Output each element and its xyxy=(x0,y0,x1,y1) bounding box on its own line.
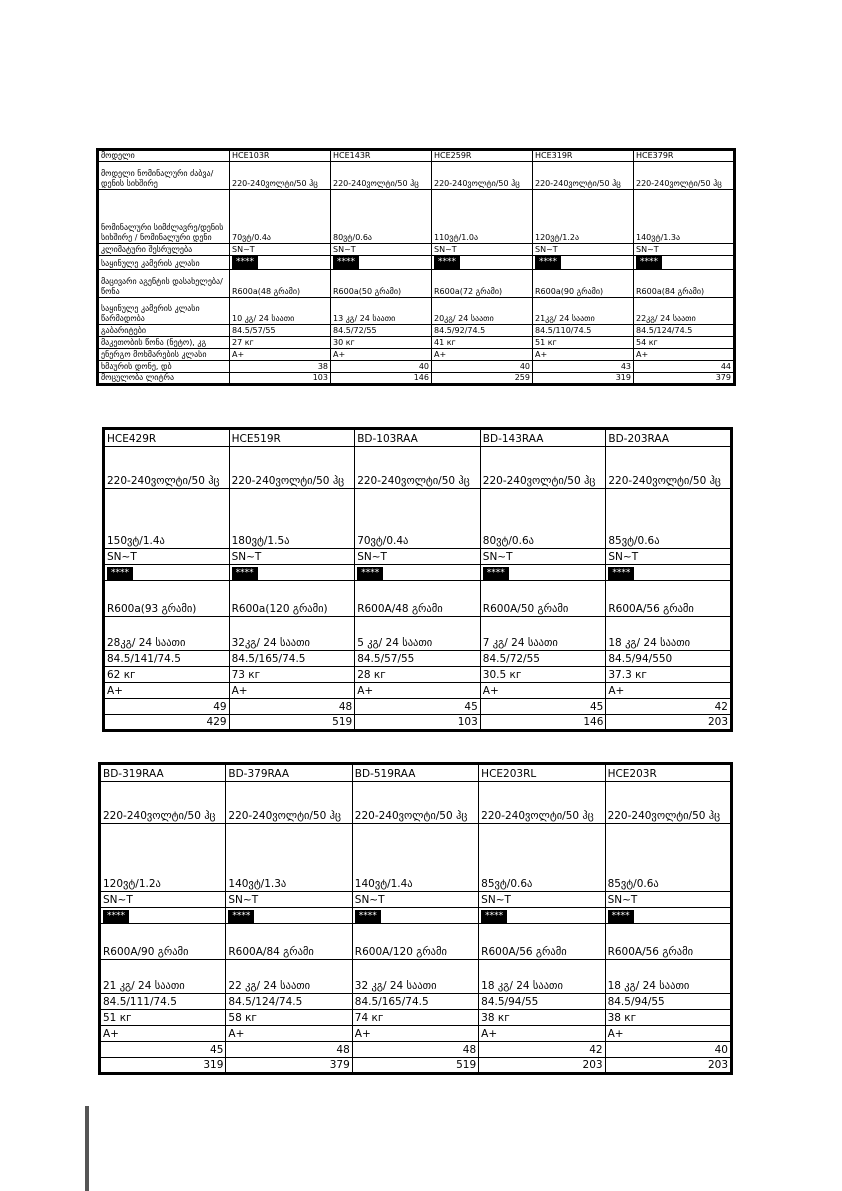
capacity-cell: 20კგ/ 24 საათი xyxy=(432,298,533,325)
energy-cell: A+ xyxy=(432,349,533,361)
volume-cell: 146 xyxy=(480,715,606,731)
refrigerant-cell: R600A/90 გრამი xyxy=(100,924,226,960)
noise-cell: 43 xyxy=(533,361,634,373)
voltage-cell: 220-240ვოლტი/50 ჰც xyxy=(226,782,352,824)
star-rating-badge: **** xyxy=(535,256,561,269)
noise-cell: 40 xyxy=(432,361,533,373)
row-volume xyxy=(98,373,735,385)
voltage-cell: 220-240ვოლტი/50 ჰც xyxy=(104,447,230,489)
noise-cell: 45 xyxy=(100,1042,226,1058)
star-rating-badge: **** xyxy=(355,910,381,923)
row-climate xyxy=(100,892,732,908)
page-edge-bar xyxy=(85,1106,89,1191)
power-cell: 80ვტ/0.6ა xyxy=(331,190,432,244)
weight-cell: 37.3 кг xyxy=(606,667,732,683)
energy-cell: A+ xyxy=(230,349,331,361)
model-cell: HCE203R xyxy=(605,764,731,782)
model-cell: HCE379R xyxy=(634,150,735,162)
power-cell: 85ვტ/0.6ა xyxy=(606,489,732,549)
weight-cell: 51 кг xyxy=(100,1010,226,1026)
capacity-cell: 21 კგ/ 24 საათი xyxy=(100,960,226,994)
power-cell: 180ვტ/1.5ა xyxy=(229,489,355,549)
power-cell: 110ვტ/1.0ა xyxy=(432,190,533,244)
model-cell: BD-103RAA xyxy=(355,429,481,447)
volume-cell: 203 xyxy=(606,715,732,731)
capacity-cell: 22 კგ/ 24 საათი xyxy=(226,960,352,994)
energy-cell: A+ xyxy=(229,683,355,699)
voltage-cell: 220-240ვოლტი/50 ჰც xyxy=(229,447,355,489)
capacity-cell: 32კგ/ 24 საათი xyxy=(229,617,355,651)
power-cell: 80ვტ/0.6ა xyxy=(480,489,606,549)
weight-cell: 58 кг xyxy=(226,1010,352,1026)
voltage-cell: 220-240ვოლტი/50 ჰც xyxy=(355,447,481,489)
volume-cell: 146 xyxy=(331,373,432,385)
climate-cell: SN~T xyxy=(479,892,605,908)
power-cell: 140ვტ/1.3ა xyxy=(634,190,735,244)
weight-cell: 41 кг xyxy=(432,337,533,349)
dimensions-cell: 84.5/57/55 xyxy=(355,651,481,667)
weight-cell: 38 кг xyxy=(605,1010,731,1026)
dimensions-cell: 84.5/94/550 xyxy=(606,651,732,667)
climate-cell: SN~T xyxy=(100,892,226,908)
weight-cell: 54 кг xyxy=(634,337,735,349)
dimensions-cell: 84.5/141/74.5 xyxy=(104,651,230,667)
energy-cell: A+ xyxy=(104,683,230,699)
noise-cell: 48 xyxy=(352,1042,478,1058)
row-model xyxy=(98,150,735,162)
star-rating-badge: **** xyxy=(434,256,460,269)
noise-cell: 40 xyxy=(605,1042,731,1058)
energy-cell: A+ xyxy=(533,349,634,361)
refrigerant-cell: R600a(48 გრამი) xyxy=(230,270,331,298)
star-rating-badge: **** xyxy=(232,256,258,269)
capacity-cell: 32 კგ/ 24 საათი xyxy=(352,960,478,994)
noise-cell: 48 xyxy=(229,699,355,715)
voltage-cell: 220-240ვოლტი/50 ჰც xyxy=(479,782,605,824)
row-power xyxy=(104,489,732,549)
refrigerant-cell: R600a(50 გრამი) xyxy=(331,270,432,298)
capacity-cell: 13 კგ/ 24 საათი xyxy=(331,298,432,325)
row-freezer-class xyxy=(104,565,732,581)
row-dimensions xyxy=(104,651,732,667)
label-weight: მაკეთობის წონა (ნეტო), კგ xyxy=(98,337,230,349)
noise-cell: 45 xyxy=(355,699,481,715)
row-energy xyxy=(104,683,732,699)
climate-cell: SN~T xyxy=(533,244,634,256)
power-cell: 140ვტ/1.4ა xyxy=(352,824,478,892)
noise-cell: 42 xyxy=(606,699,732,715)
volume-cell: 203 xyxy=(479,1058,605,1074)
star-rating-badge: **** xyxy=(608,910,634,923)
weight-cell: 30 кг xyxy=(331,337,432,349)
weight-cell: 30.5 кг xyxy=(480,667,606,683)
volume-cell: 519 xyxy=(352,1058,478,1074)
noise-cell: 42 xyxy=(479,1042,605,1058)
dimensions-cell: 84.5/111/74.5 xyxy=(100,994,226,1010)
model-cell: HCE203RL xyxy=(479,764,605,782)
dimensions-cell: 84.5/165/74.5 xyxy=(352,994,478,1010)
spec-table-3 xyxy=(98,762,733,1075)
row-weight xyxy=(100,1010,732,1026)
capacity-cell: 18 კგ/ 24 საათი xyxy=(479,960,605,994)
dimensions-cell: 84.5/57/55 xyxy=(230,325,331,337)
climate-cell: SN~T xyxy=(331,244,432,256)
weight-cell: 27 кг xyxy=(230,337,331,349)
model-cell: HCE103R xyxy=(230,150,331,162)
refrigerant-cell: R600a(93 გრამი) xyxy=(104,581,230,617)
energy-cell: A+ xyxy=(352,1026,478,1042)
row-capacity xyxy=(98,298,735,325)
noise-cell: 48 xyxy=(226,1042,352,1058)
climate-cell: SN~T xyxy=(634,244,735,256)
refrigerant-cell: R600A/50 გრამი xyxy=(480,581,606,617)
row-weight xyxy=(98,337,735,349)
dimensions-cell: 84.5/92/74.5 xyxy=(432,325,533,337)
weight-cell: 62 кг xyxy=(104,667,230,683)
label-climate: კლიმატური შესრულება xyxy=(98,244,230,256)
star-rating-badge: **** xyxy=(228,910,254,923)
volume-cell: 103 xyxy=(355,715,481,731)
volume-cell: 429 xyxy=(104,715,230,731)
volume-cell: 319 xyxy=(100,1058,226,1074)
row-refrigerant xyxy=(100,924,732,960)
row-noise xyxy=(98,361,735,373)
spec-table-2 xyxy=(102,427,733,732)
climate-cell: SN~T xyxy=(230,244,331,256)
row-capacity xyxy=(100,960,732,994)
label-capacity: საყინულე კამერის კლასი წარმადობა xyxy=(98,298,230,325)
star-rating-badge: **** xyxy=(232,567,258,580)
star-rating-badge: **** xyxy=(107,567,133,580)
row-power xyxy=(100,824,732,892)
star-rating-badge: **** xyxy=(636,256,662,269)
star-rating-badge: **** xyxy=(608,567,634,580)
row-climate xyxy=(98,244,735,256)
row-refrigerant xyxy=(98,270,735,298)
noise-cell: 44 xyxy=(634,361,735,373)
label-volume: მოცულობა ლიტრა xyxy=(98,373,230,385)
voltage-cell: 220-240ვოლტი/50 ჰც xyxy=(432,162,533,190)
row-dimensions xyxy=(100,994,732,1010)
noise-cell: 40 xyxy=(331,361,432,373)
capacity-cell: 18 კგ/ 24 საათი xyxy=(605,960,731,994)
voltage-cell: 220-240ვოლტი/50 ჰც xyxy=(533,162,634,190)
voltage-cell: 220-240ვოლტი/50 ჰც xyxy=(480,447,606,489)
noise-cell: 45 xyxy=(480,699,606,715)
weight-cell: 74 кг xyxy=(352,1010,478,1026)
row-weight xyxy=(104,667,732,683)
voltage-cell: 220-240ვოლტი/50 ჰც xyxy=(230,162,331,190)
star-rating-badge: **** xyxy=(483,567,509,580)
noise-cell: 49 xyxy=(104,699,230,715)
model-cell: HCE319R xyxy=(533,150,634,162)
energy-cell: A+ xyxy=(331,349,432,361)
dimensions-cell: 84.5/94/55 xyxy=(479,994,605,1010)
star-rating-badge: **** xyxy=(481,910,507,923)
energy-cell: A+ xyxy=(479,1026,605,1042)
refrigerant-cell: R600A/48 გრამი xyxy=(355,581,481,617)
spec-table-1 xyxy=(96,148,736,386)
energy-cell: A+ xyxy=(226,1026,352,1042)
volume-cell: 203 xyxy=(605,1058,731,1074)
capacity-cell: 28კგ/ 24 საათი xyxy=(104,617,230,651)
row-model xyxy=(104,429,732,447)
dimensions-cell: 84.5/110/74.5 xyxy=(533,325,634,337)
label-noise: ხმაურის დონე, დბ xyxy=(98,361,230,373)
voltage-cell: 220-240ვოლტი/50 ჰც xyxy=(352,782,478,824)
capacity-cell: 21კგ/ 24 საათი xyxy=(533,298,634,325)
climate-cell: SN~T xyxy=(432,244,533,256)
row-power xyxy=(98,190,735,244)
row-capacity xyxy=(104,617,732,651)
volume-cell: 379 xyxy=(634,373,735,385)
dimensions-cell: 84.5/124/74.5 xyxy=(634,325,735,337)
row-voltage xyxy=(104,447,732,489)
weight-cell: 73 кг xyxy=(229,667,355,683)
climate-cell: SN~T xyxy=(606,549,732,565)
climate-cell: SN~T xyxy=(104,549,230,565)
model-cell: BD-203RAA xyxy=(606,429,732,447)
dimensions-cell: 84.5/124/74.5 xyxy=(226,994,352,1010)
dimensions-cell: 84.5/72/55 xyxy=(480,651,606,667)
weight-cell: 28 кг xyxy=(355,667,481,683)
model-cell: BD-143RAA xyxy=(480,429,606,447)
model-cell: HCE143R xyxy=(331,150,432,162)
noise-cell: 38 xyxy=(230,361,331,373)
voltage-cell: 220-240ვოლტი/50 ჰც xyxy=(331,162,432,190)
row-volume xyxy=(100,1058,732,1074)
star-rating-badge: **** xyxy=(103,910,129,923)
energy-cell: A+ xyxy=(100,1026,226,1042)
model-cell: HCE519R xyxy=(229,429,355,447)
volume-cell: 519 xyxy=(229,715,355,731)
voltage-cell: 220-240ვოლტი/50 ჰც xyxy=(606,447,732,489)
capacity-cell: 22კგ/ 24 საათი xyxy=(634,298,735,325)
dimensions-cell: 84.5/72/55 xyxy=(331,325,432,337)
climate-cell: SN~T xyxy=(355,549,481,565)
capacity-cell: 7 კგ/ 24 საათი xyxy=(480,617,606,651)
energy-cell: A+ xyxy=(605,1026,731,1042)
row-volume xyxy=(104,715,732,731)
capacity-cell: 5 კგ/ 24 საათი xyxy=(355,617,481,651)
model-cell: HCE429R xyxy=(104,429,230,447)
volume-cell: 103 xyxy=(230,373,331,385)
climate-cell: SN~T xyxy=(605,892,731,908)
model-cell: BD-519RAA xyxy=(352,764,478,782)
weight-cell: 51 кг xyxy=(533,337,634,349)
climate-cell: SN~T xyxy=(229,549,355,565)
power-cell: 85ვტ/0.6ა xyxy=(605,824,731,892)
star-rating-badge: **** xyxy=(357,567,383,580)
label-voltage: მოდელი ნომინალური ძაბვა/დენის სიხშირე xyxy=(98,162,230,190)
climate-cell: SN~T xyxy=(226,892,352,908)
refrigerant-cell: R600a(84 გრამი) xyxy=(634,270,735,298)
model-cell: BD-379RAA xyxy=(226,764,352,782)
weight-cell: 38 кг xyxy=(479,1010,605,1026)
power-cell: 70ვტ/0.4ა xyxy=(230,190,331,244)
climate-cell: SN~T xyxy=(352,892,478,908)
power-cell: 120ვტ/1.2ა xyxy=(100,824,226,892)
label-dimensions: გაბარიტები xyxy=(98,325,230,337)
power-cell: 70ვტ/0.4ა xyxy=(355,489,481,549)
row-freezer-class xyxy=(100,908,732,924)
power-cell: 150ვტ/1.4ა xyxy=(104,489,230,549)
capacity-cell: 18 კგ/ 24 საათი xyxy=(606,617,732,651)
refrigerant-cell: R600A/56 გრამი xyxy=(479,924,605,960)
label-power: ნომინალური სიმძლავრე/დენის სიხშირე / ნომინალური დენი xyxy=(98,190,230,244)
refrigerant-cell: R600A/120 გრამი xyxy=(352,924,478,960)
energy-cell: A+ xyxy=(355,683,481,699)
voltage-cell: 220-240ვოლტი/50 ჰც xyxy=(100,782,226,824)
refrigerant-cell: R600A/84 გრამი xyxy=(226,924,352,960)
row-voltage xyxy=(98,162,735,190)
refrigerant-cell: R600A/56 გრამი xyxy=(606,581,732,617)
volume-cell: 379 xyxy=(226,1058,352,1074)
label-energy: ენერგო მოხმარების კლასი xyxy=(98,349,230,361)
model-cell: BD-319RAA xyxy=(100,764,226,782)
energy-cell: A+ xyxy=(606,683,732,699)
voltage-cell: 220-240ვოლტი/50 ჰც xyxy=(634,162,735,190)
capacity-cell: 10 კგ/ 24 საათი xyxy=(230,298,331,325)
refrigerant-cell: R600A/56 გრამი xyxy=(605,924,731,960)
refrigerant-cell: R600a(90 გრამი) xyxy=(533,270,634,298)
label-refrigerant: მაცივარი აგენტის დასახელება/წონა xyxy=(98,270,230,298)
climate-cell: SN~T xyxy=(480,549,606,565)
row-climate xyxy=(104,549,732,565)
row-noise xyxy=(100,1042,732,1058)
energy-cell: A+ xyxy=(634,349,735,361)
row-freezer-class xyxy=(98,256,735,270)
row-voltage xyxy=(100,782,732,824)
power-cell: 140ვტ/1.3ა xyxy=(226,824,352,892)
row-model xyxy=(100,764,732,782)
refrigerant-cell: R600a(72 გრამი) xyxy=(432,270,533,298)
volume-cell: 319 xyxy=(533,373,634,385)
row-noise xyxy=(104,699,732,715)
label-freezer-class: საყინულე კამერის კლასი xyxy=(98,256,230,270)
volume-cell: 259 xyxy=(432,373,533,385)
model-cell: HCE259R xyxy=(432,150,533,162)
label-model: მოდელი xyxy=(98,150,230,162)
row-energy xyxy=(98,349,735,361)
voltage-cell: 220-240ვოლტი/50 ჰც xyxy=(605,782,731,824)
power-cell: 85ვტ/0.6ა xyxy=(479,824,605,892)
row-refrigerant xyxy=(104,581,732,617)
row-dimensions xyxy=(98,325,735,337)
refrigerant-cell: R600a(120 გრამი) xyxy=(229,581,355,617)
star-rating-badge: **** xyxy=(333,256,359,269)
energy-cell: A+ xyxy=(480,683,606,699)
dimensions-cell: 84.5/165/74.5 xyxy=(229,651,355,667)
row-energy xyxy=(100,1026,732,1042)
power-cell: 120ვტ/1.2ა xyxy=(533,190,634,244)
dimensions-cell: 84.5/94/55 xyxy=(605,994,731,1010)
